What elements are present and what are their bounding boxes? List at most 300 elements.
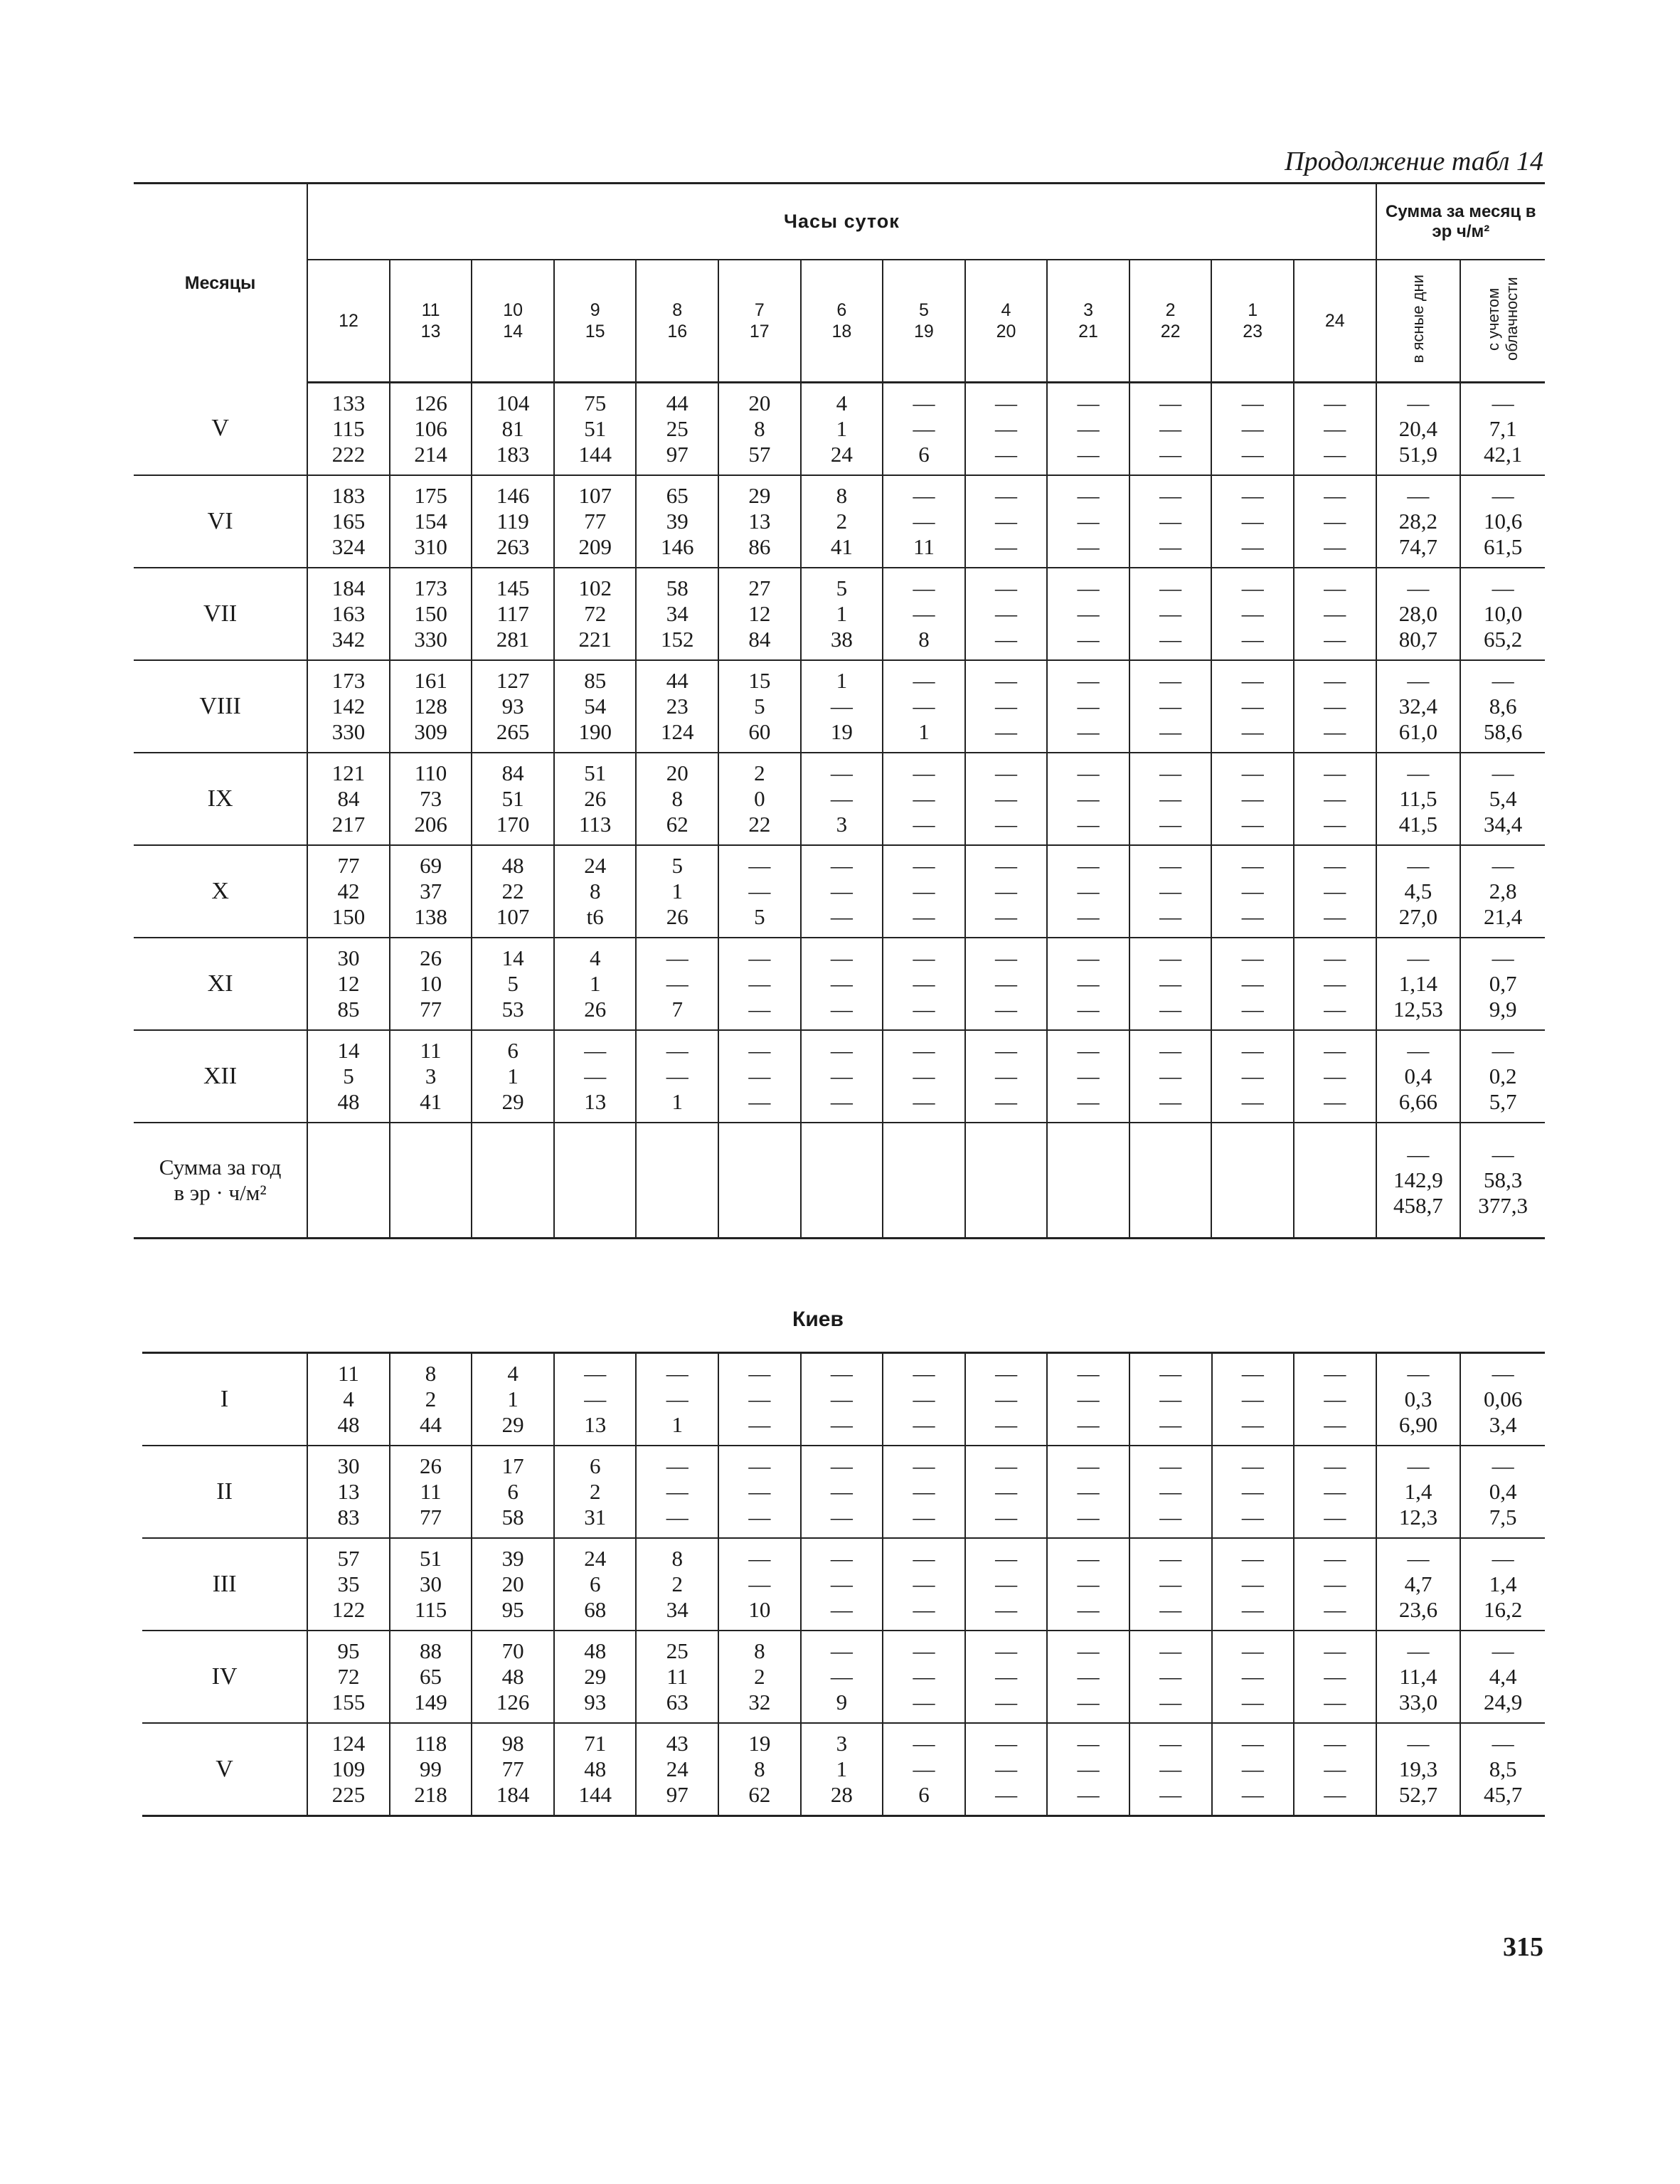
cell-value: — xyxy=(913,668,935,693)
cell-value: 163 xyxy=(331,601,366,626)
value-cell xyxy=(801,938,883,1030)
hour-top: 8 xyxy=(672,300,683,320)
cell-value: — xyxy=(995,601,1017,626)
cell-value: 4,5 xyxy=(1404,879,1432,903)
value-cell xyxy=(883,1030,965,1123)
cell-value: 22 xyxy=(748,812,771,837)
value-cell xyxy=(883,1538,965,1631)
cell-value: — xyxy=(1407,1453,1430,1478)
value-cell xyxy=(965,1353,1048,1446)
empty-cell xyxy=(801,1123,883,1239)
cell-value: — xyxy=(1159,576,1182,600)
hour-header xyxy=(801,260,883,383)
cell-value: — xyxy=(1407,391,1430,415)
cell-value: — xyxy=(1324,601,1346,626)
empty-cell xyxy=(883,1123,965,1239)
cell-value: — xyxy=(995,1038,1017,1063)
cell-value: — xyxy=(1407,853,1430,878)
cell-value: — xyxy=(748,1089,771,1114)
value-cell xyxy=(1212,1723,1294,1816)
cell-value: 209 xyxy=(578,534,612,559)
value-cell xyxy=(472,938,554,1030)
cell-value: — xyxy=(995,904,1017,929)
value-cell xyxy=(1211,938,1294,1030)
value-cell xyxy=(554,1353,637,1446)
cell-value: — xyxy=(913,576,935,600)
cell-value: 146 xyxy=(496,483,530,508)
cell-value: 24 xyxy=(584,1546,607,1571)
table-row xyxy=(142,1538,1545,1631)
cell-value: — xyxy=(913,1089,935,1114)
cell-value: 11 xyxy=(338,1361,359,1386)
cell-value: 58 xyxy=(666,576,689,600)
cell-value: 8 xyxy=(836,483,848,508)
cell-value: — xyxy=(1159,483,1182,508)
cell-value: — xyxy=(995,1089,1017,1114)
hour-top: 3 xyxy=(1083,300,1094,320)
value-cell xyxy=(472,1446,554,1538)
cell-value: — xyxy=(1077,668,1100,693)
cell-value: 45,7 xyxy=(1484,1782,1523,1807)
cell-value: 51 xyxy=(501,786,524,811)
cell-value: — xyxy=(995,1782,1018,1807)
cell-value: 4 xyxy=(836,391,848,415)
cell-value: 110 xyxy=(414,760,447,785)
cell-value: — xyxy=(1159,786,1182,811)
value-cell xyxy=(1294,1353,1376,1446)
cell-value: 128 xyxy=(414,694,447,719)
cell-value: 30 xyxy=(420,1571,442,1596)
value-cell xyxy=(1294,1030,1376,1123)
cell-value: — xyxy=(995,534,1017,559)
cell-value: — xyxy=(1077,1453,1100,1478)
table-a-body xyxy=(134,383,1545,1239)
cell-value: 5,4 xyxy=(1489,786,1517,811)
cell-value: 62 xyxy=(748,1782,771,1807)
cell-value: — xyxy=(1324,1782,1346,1807)
hour-top: 1 xyxy=(1248,300,1258,320)
cell-value: 72 xyxy=(584,601,607,626)
cell-value: — xyxy=(1324,812,1346,837)
cell-value: — xyxy=(1159,534,1182,559)
value-cell xyxy=(1460,383,1545,476)
cell-value: — xyxy=(995,853,1017,878)
cell-value: — xyxy=(1324,576,1346,600)
cell-value: 16,2 xyxy=(1484,1597,1523,1622)
empty-cell xyxy=(965,1123,1048,1239)
value-cell xyxy=(1460,938,1545,1030)
value-cell xyxy=(801,1723,883,1816)
value-cell xyxy=(307,1353,390,1446)
cell-value: 29 xyxy=(501,1412,524,1437)
value-cell xyxy=(307,660,390,753)
cell-value: — xyxy=(666,945,689,970)
radiation-table-continued xyxy=(134,182,1545,1239)
cell-value: 19 xyxy=(830,719,853,744)
empty-cell xyxy=(390,1123,472,1239)
cell-value: — xyxy=(1407,1038,1430,1063)
value-cell xyxy=(472,1353,554,1446)
hour-header xyxy=(718,260,801,383)
cell-value: — xyxy=(995,1505,1018,1530)
cell-value: 42 xyxy=(337,879,360,903)
value-cell xyxy=(390,383,472,476)
cell-value: — xyxy=(1159,1571,1182,1596)
cell-value: 225 xyxy=(331,1782,366,1807)
value-cell xyxy=(883,1353,965,1446)
cell-value: — xyxy=(1077,1505,1100,1530)
cell-value: 119 xyxy=(496,509,529,534)
cell-value: — xyxy=(1077,391,1100,415)
cell-value: — xyxy=(1324,1597,1346,1622)
cell-value: — xyxy=(1241,509,1264,534)
cell-value: — xyxy=(1324,760,1346,785)
value-cell xyxy=(1460,1446,1545,1538)
hour-header xyxy=(307,260,390,383)
cell-value: — xyxy=(1159,1638,1182,1663)
hour-header xyxy=(965,260,1048,383)
value-cell xyxy=(390,1631,472,1723)
value-cell xyxy=(1047,1030,1129,1123)
cell-value: — xyxy=(584,1387,607,1411)
cell-value: 0,06 xyxy=(1484,1387,1523,1411)
cell-value: — xyxy=(830,879,853,903)
cell-value: — xyxy=(1241,1664,1264,1689)
cell-value: 106 xyxy=(414,416,447,441)
cell-value: 26 xyxy=(584,786,607,811)
cell-value: — xyxy=(748,1064,771,1088)
cell-value: 95 xyxy=(337,1638,360,1663)
cell-value: — xyxy=(748,1361,771,1386)
cell-value: — xyxy=(748,1453,771,1478)
cell-value: 77 xyxy=(584,509,607,534)
cell-value: — xyxy=(1159,1453,1182,1478)
cell-value: — xyxy=(1077,1064,1100,1088)
cell-value: 122 xyxy=(331,1597,366,1622)
value-cell xyxy=(636,1446,718,1538)
cell-value: 126 xyxy=(414,391,447,415)
table-row xyxy=(134,660,1545,753)
value-cell xyxy=(472,753,554,845)
cell-value: 69 xyxy=(420,853,442,878)
value-cell xyxy=(965,1446,1048,1538)
value-cell xyxy=(801,1631,883,1723)
cell-value: — xyxy=(1324,416,1346,441)
cell-value: 2 xyxy=(754,1664,765,1689)
cell-value: — xyxy=(1407,1361,1430,1386)
table-row xyxy=(142,1353,1545,1446)
cell-value: 126 xyxy=(496,1690,530,1714)
value-cell xyxy=(1047,1631,1129,1723)
cell-value: 10 xyxy=(748,1597,771,1622)
cell-value: — xyxy=(1077,1089,1100,1114)
cell-value: 12,53 xyxy=(1393,997,1443,1022)
cell-value: — xyxy=(1241,534,1264,559)
value-cell xyxy=(883,660,965,753)
cell-value: 150 xyxy=(331,904,366,929)
cell-value: — xyxy=(830,1638,853,1663)
cell-value: — xyxy=(666,1361,689,1386)
value-cell xyxy=(390,1446,472,1538)
cell-value: 48 xyxy=(501,853,524,878)
hour-top: 5 xyxy=(918,300,929,320)
cell-value: 24 xyxy=(584,853,607,878)
cell-value: 27,0 xyxy=(1398,904,1438,929)
month-label: IX xyxy=(134,753,307,845)
cell-value: — xyxy=(995,483,1017,508)
value-cell xyxy=(965,660,1048,753)
cell-value: 113 xyxy=(579,812,612,837)
cell-value: 24 xyxy=(830,442,853,467)
cell-value: — xyxy=(1159,442,1182,467)
cell-value: 145 xyxy=(496,576,530,600)
cell-value: — xyxy=(1241,416,1264,441)
cell-value: — xyxy=(666,971,689,996)
cell-value: — xyxy=(1324,627,1346,652)
cell-value: — xyxy=(1324,1638,1346,1663)
cell-value: 41 xyxy=(420,1089,442,1114)
cell-value: — xyxy=(1159,945,1182,970)
cell-value: 39 xyxy=(666,509,689,534)
value-cell xyxy=(1460,568,1545,660)
cell-value: 218 xyxy=(414,1782,447,1807)
cell-value: 324 xyxy=(331,534,366,559)
value-cell xyxy=(1211,845,1294,938)
value-cell xyxy=(718,568,801,660)
empty-cell xyxy=(1294,1123,1376,1239)
cell-value: 107 xyxy=(578,483,612,508)
cell-value: — xyxy=(1407,1638,1430,1663)
table-row xyxy=(134,845,1545,938)
value-cell xyxy=(1211,660,1294,753)
cell-value: 155 xyxy=(331,1690,366,1714)
cell-value: 34,4 xyxy=(1483,812,1523,837)
cell-value: — xyxy=(1241,668,1264,693)
cell-value: — xyxy=(1241,760,1264,785)
value-cell xyxy=(390,1030,472,1123)
value-cell xyxy=(1376,753,1461,845)
cell-value: — xyxy=(1077,1638,1100,1663)
cell-value: — xyxy=(1077,879,1100,903)
cell-value: 20 xyxy=(666,760,689,785)
value-cell xyxy=(554,1723,637,1816)
cell-value: — xyxy=(666,1387,689,1411)
cell-value: — xyxy=(1324,668,1346,693)
cell-value: 6 xyxy=(918,442,930,467)
value-cell xyxy=(1294,660,1376,753)
value-cell xyxy=(965,1538,1048,1631)
cell-value: — xyxy=(913,1038,935,1063)
cell-value: — xyxy=(830,1453,853,1478)
month-label: V xyxy=(142,1723,307,1816)
cell-value: — xyxy=(1241,812,1264,837)
value-cell xyxy=(965,475,1048,568)
cell-value: — xyxy=(1492,1731,1514,1756)
cell-value: — xyxy=(1324,1546,1346,1571)
cell-value: 43 xyxy=(666,1731,689,1756)
cell-value: — xyxy=(1407,576,1430,600)
value-cell xyxy=(718,475,801,568)
cell-value: — xyxy=(1159,853,1182,878)
value-cell xyxy=(1047,660,1129,753)
cell-value: 44 xyxy=(666,391,689,415)
cell-value: — xyxy=(913,1546,935,1571)
cell-value: 74,7 xyxy=(1398,534,1438,559)
cell-value: 173 xyxy=(331,668,366,693)
cell-value: — xyxy=(1241,576,1264,600)
cell-value: 26 xyxy=(420,945,442,970)
cell-value: t6 xyxy=(586,904,604,929)
cell-value: 8 xyxy=(754,416,765,441)
value-cell xyxy=(307,845,390,938)
cell-value: 1 xyxy=(589,971,601,996)
value-cell xyxy=(307,1538,390,1631)
cell-value: 24 xyxy=(666,1756,689,1781)
cell-value: 109 xyxy=(331,1756,366,1781)
cell-value: — xyxy=(913,1664,935,1689)
value-cell xyxy=(1047,845,1129,938)
cell-value: 65 xyxy=(420,1664,442,1689)
value-cell xyxy=(554,1631,637,1723)
cell-value: 34 xyxy=(666,1597,689,1622)
cell-value: — xyxy=(830,971,853,996)
cell-value: 13 xyxy=(337,1479,360,1504)
cell-value: — xyxy=(748,1546,771,1571)
cell-value: — xyxy=(830,1089,853,1114)
cell-value: 458,7 xyxy=(1393,1193,1443,1218)
cell-value: — xyxy=(913,1690,935,1714)
value-cell xyxy=(718,1631,801,1723)
cell-value: 102 xyxy=(578,576,612,600)
cell-value: — xyxy=(1492,1038,1514,1063)
value-cell xyxy=(636,1631,718,1723)
cell-value: 1,4 xyxy=(1404,1479,1432,1504)
cell-value: 53 xyxy=(501,997,524,1022)
cell-value: — xyxy=(1159,1664,1182,1689)
cell-value: — xyxy=(830,1505,853,1530)
city-title: Киев xyxy=(792,1308,844,1331)
cell-value: 51 xyxy=(584,760,607,785)
value-cell xyxy=(883,938,965,1030)
value-cell xyxy=(390,938,472,1030)
cell-value: — xyxy=(1241,1453,1264,1478)
value-cell xyxy=(390,1723,472,1816)
value-cell xyxy=(1376,660,1461,753)
value-cell xyxy=(636,1723,718,1816)
value-cell xyxy=(554,475,637,568)
cell-value: 48 xyxy=(337,1089,360,1114)
table-row xyxy=(142,1446,1545,1538)
cell-value: — xyxy=(1324,509,1346,534)
value-cell xyxy=(472,475,554,568)
value-cell xyxy=(1047,475,1129,568)
cell-value: 8 xyxy=(671,1546,684,1571)
cell-value: 57 xyxy=(748,442,771,467)
value-cell xyxy=(1460,660,1545,753)
cell-value: 146 xyxy=(661,534,694,559)
cell-value: 71 xyxy=(584,1731,607,1756)
cell-value: — xyxy=(584,1064,607,1088)
cell-value: 8 xyxy=(671,786,683,811)
cell-value: — xyxy=(1492,391,1514,415)
cell-value: 8 xyxy=(918,627,930,652)
value-cell xyxy=(1294,568,1376,660)
cell-value: — xyxy=(1324,1387,1346,1411)
month-label: II xyxy=(142,1446,307,1538)
cell-value: 83 xyxy=(337,1505,360,1530)
cell-value: 0,7 xyxy=(1489,971,1517,996)
cell-value: 13 xyxy=(584,1089,607,1114)
value-cell xyxy=(1376,475,1461,568)
cell-value: — xyxy=(830,1546,853,1571)
value-cell xyxy=(883,568,965,660)
clear-days-header xyxy=(1376,260,1461,383)
cell-value: 310 xyxy=(414,534,447,559)
cell-value: 9 xyxy=(836,1690,848,1714)
cell-value: — xyxy=(1241,483,1264,508)
cell-value: 41 xyxy=(830,534,853,559)
cell-value: — xyxy=(1077,760,1100,785)
cell-value: — xyxy=(1324,483,1346,508)
cell-value: — xyxy=(1324,786,1346,811)
cell-value: 1 xyxy=(507,1064,519,1088)
cell-value: 309 xyxy=(414,719,447,744)
cell-value: 26 xyxy=(420,1453,442,1478)
cell-value: 11,5 xyxy=(1399,786,1437,811)
value-cell xyxy=(554,1538,637,1631)
cell-value: — xyxy=(830,786,853,811)
cell-value: — xyxy=(830,1387,853,1411)
cell-value: 58 xyxy=(501,1505,524,1530)
cell-value: — xyxy=(666,1479,689,1504)
cell-value: — xyxy=(748,1387,771,1411)
cell-value: 25 xyxy=(666,416,689,441)
cell-value: 2 xyxy=(754,760,765,785)
value-cell xyxy=(718,1538,801,1631)
cell-value: 6,66 xyxy=(1398,1089,1438,1114)
cell-value: 5 xyxy=(507,971,519,996)
cell-value: 11 xyxy=(420,1479,442,1504)
cell-value: — xyxy=(1077,1546,1100,1571)
value-cell xyxy=(1129,1446,1212,1538)
cell-value: 84 xyxy=(337,786,360,811)
cell-value: — xyxy=(1077,483,1100,508)
cell-value: — xyxy=(913,1638,935,1663)
cell-value: 60 xyxy=(748,719,771,744)
value-cell xyxy=(472,1723,554,1816)
cell-value: — xyxy=(1077,1479,1100,1504)
cell-value: — xyxy=(995,1571,1018,1596)
cell-value: 77 xyxy=(420,1505,442,1530)
cell-value: 183 xyxy=(331,483,366,508)
cell-value: 121 xyxy=(331,760,366,785)
cell-value: — xyxy=(995,1361,1018,1386)
value-cell xyxy=(718,1353,801,1446)
cell-value: 23,6 xyxy=(1398,1597,1438,1622)
hour-bottom: 21 xyxy=(1078,322,1098,341)
month-label: VIII xyxy=(134,660,307,753)
cell-value: 35 xyxy=(337,1571,360,1596)
cell-value: 1 xyxy=(836,1756,848,1781)
value-cell xyxy=(307,383,390,476)
cell-value: 51 xyxy=(420,1546,442,1571)
cell-value: 5 xyxy=(671,853,683,878)
cell-value: 263 xyxy=(496,534,530,559)
cell-value: — xyxy=(1492,1546,1514,1571)
cell-value: 7,1 xyxy=(1489,416,1517,441)
hour-bottom: 14 xyxy=(503,322,523,341)
cell-value: 142,9 xyxy=(1393,1167,1443,1192)
